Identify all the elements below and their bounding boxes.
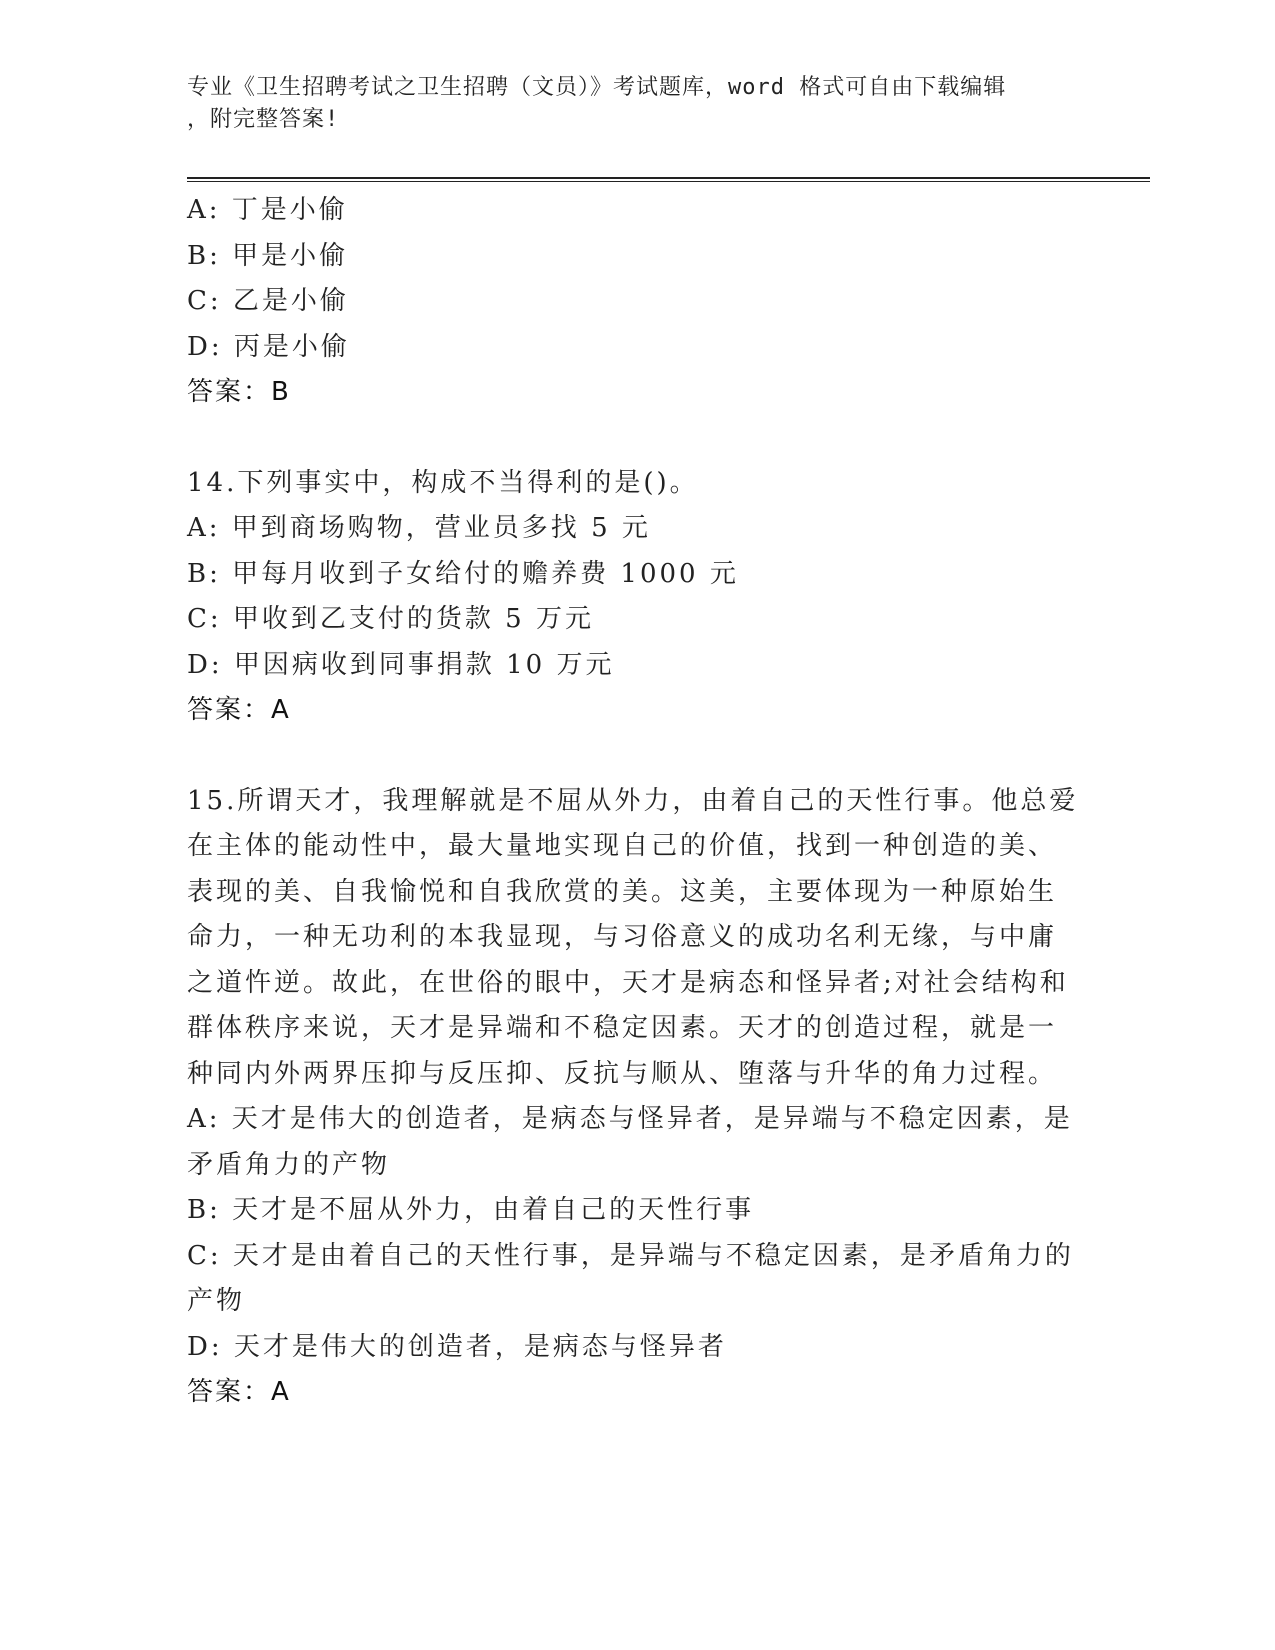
option-a: A: 甲到商场购物，营业员多找 5 元 (187, 513, 651, 543)
option-c: C: 乙是小偷 (187, 286, 349, 316)
option-b: B: 甲每月收到子女给付的赡养费 1000 元 (187, 558, 739, 589)
question-text-line: 15.所谓天才，我理解就是不屈从外力，由着自己的天性行事。他总爱 (187, 785, 1079, 816)
document-header (187, 72, 1067, 136)
header-line-1: 专业《卫生招聘考试之卫生招聘（文员）》考试题库，word 格式可自由下载编辑 (187, 75, 1007, 100)
question-text-line: 之道忤逆。故此，在世俗的眼中，天才是病态和怪异者;对社会结构和 (187, 967, 1069, 998)
question-text-line: 命力，一种无功利的本我显现，与习俗意义的成功名利无缘，与中庸 (187, 922, 1058, 952)
option-d: D: 甲因病收到同事捐款 10 万元 (187, 649, 615, 680)
option-a: A: 天才是伟大的创造者，是病态与怪异者，是异端与不稳定因素，是 (187, 1104, 1073, 1134)
option-a: A: 丁是小偷 (187, 195, 348, 225)
option-b: B: 甲是小偷 (187, 240, 349, 271)
question-text-line: 表现的美、自我愉悦和自我欣赏的美。这美，主要体现为一种原始生 (187, 876, 1058, 907)
option-c: C: 天才是由着自己的天性行事，是异端与不稳定因素，是矛盾角力的 (187, 1240, 1074, 1271)
option-c-continued: 产物 (187, 1286, 246, 1316)
question-text-line: 在主体的能动性中，最大量地实现自己的价值，找到一种创造的美、 (187, 831, 1058, 861)
question-text-line: 群体秩序来说，天才是异端和不稳定因素。天才的创造过程，就是一 (187, 1013, 1058, 1043)
option-b: B: 天才是不屈从外力，由着自己的天性行事 (187, 1195, 755, 1225)
answer-line: 答案：A (187, 695, 291, 725)
answer-line: 答案：B (187, 377, 291, 407)
spacer (187, 416, 1087, 461)
question-13-block (187, 188, 1087, 416)
option-a-continued: 矛盾角力的产物 (187, 1149, 391, 1180)
option-d: D: 丙是小偷 (187, 331, 350, 362)
question-14-block (187, 461, 1087, 734)
document-body (187, 188, 1087, 1416)
option-c: C: 甲收到乙支付的货款 5 万元 (187, 604, 594, 634)
question-text: 14.下列事实中，构成不当得利的是()。 (187, 467, 699, 498)
header-line-2: ，附完整答案! (187, 107, 340, 132)
question-15-block (187, 779, 1087, 1416)
header-divider (187, 177, 1150, 182)
question-text-line: 种同内外两界压抑与反压抑、反抗与顺从、堕落与升华的角力过程。 (187, 1058, 1058, 1089)
answer-line: 答案：A (187, 1377, 291, 1407)
option-d: D: 天才是伟大的创造者，是病态与怪异者 (187, 1331, 727, 1362)
spacer (187, 734, 1087, 779)
